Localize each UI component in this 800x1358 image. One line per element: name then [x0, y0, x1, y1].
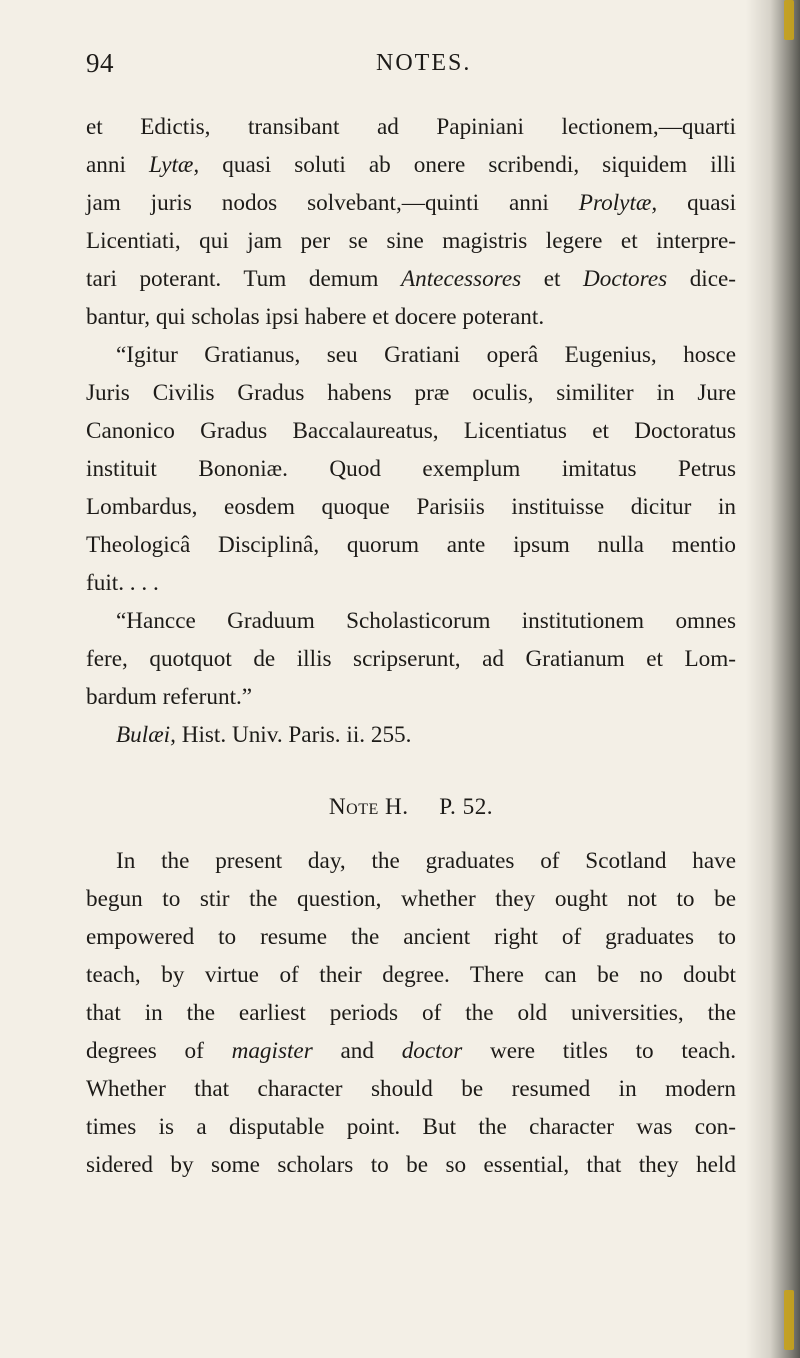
text-line: degrees of magister and doctor were titles to teach. — [86, 1038, 737, 1064]
text-line: In the present day, the graduates of Scotland have — [116, 848, 736, 874]
italic-term: Doctores — [582, 266, 668, 292]
text-line: Lombardus, eosdem quoque Parisiis instituisse dicitur in — [86, 494, 736, 520]
text-line: bardum referunt.” — [86, 684, 253, 710]
note-page-reference: P. 52. — [439, 794, 494, 820]
text-line: instituit Bononiæ. Quod exemplum imitatus Petrus — [86, 456, 736, 482]
text-line: Theologicâ Disciplinâ, quorum ante ipsum nulla mentio — [86, 532, 736, 558]
text-line: anni Lytæ, quasi soluti ab onere scribendi, siquidem illi — [86, 152, 737, 178]
citation-source: Hist. Univ. Paris. ii. 255. — [181, 722, 412, 748]
running-head: NOTES. — [376, 50, 472, 76]
text-line: “Igitur Gratianus, seu Gratiani operâ Eugenius, hosce — [116, 342, 736, 368]
text-line: teach, by virtue of their degree. There can be no doubt — [86, 962, 736, 988]
text-line: Juris Civilis Gradus habens præ oculis, similiter in Jure — [86, 380, 736, 406]
citation-line — [86, 716, 736, 754]
text-line: “Hancce Graduum Scholasticorum institutionem omnes — [116, 608, 736, 634]
note-heading — [86, 772, 736, 842]
text-line: Canonico Gradus Baccalaureatus, Licentiatus et Doctoratus — [86, 418, 736, 444]
page-edge-stain — [784, 0, 794, 40]
text-line: times is a disputable point. But the character was con- — [86, 1114, 736, 1140]
page-header — [86, 48, 736, 88]
text-line: Whether that character should be resumed in modern — [86, 1076, 736, 1102]
page-edge-shadow — [746, 0, 800, 1358]
italic-term: Antecessores — [400, 266, 522, 292]
note-label: Note H. — [328, 794, 409, 820]
italic-term: Prolytæ, — [578, 190, 658, 216]
text-line: jam juris nodos solvebant,—quinti anni Prolytæ, quasi — [86, 190, 737, 216]
text-line: fere, quotquot de illis scripserunt, ad Gratianum et Lom- — [86, 646, 736, 672]
page-edge-stain — [784, 1290, 794, 1350]
text-line: begun to stir the question, whether they ought not to be — [86, 886, 736, 912]
text-line: sidered by some scholars to be so essential, that they held — [86, 1152, 736, 1178]
italic-term: doctor — [401, 1038, 463, 1064]
text-line: Licentiati, qui jam per se sine magistris legere et interpre- — [86, 228, 736, 254]
page-number: 94 — [86, 48, 114, 78]
italic-term: Lytæ, — [148, 152, 200, 178]
text-line: empowered to resume the ancient right of graduates to — [86, 924, 736, 950]
citation-author: Bulæi, — [116, 722, 176, 748]
text-line: fuit. . . . — [86, 570, 159, 596]
text-line: that in the earliest periods of the old universities, the — [86, 1000, 736, 1026]
italic-term: magister — [231, 1038, 313, 1064]
text-line: bantur, qui scholas ipsi habere et docere poterant. — [86, 304, 545, 330]
text-line: et Edictis, transibant ad Papiniani lectionem,—quarti — [86, 114, 736, 140]
text-line: tari poterant. Tum demum Antecessores et Doctores dice- — [86, 266, 737, 292]
main-text — [86, 108, 736, 1184]
